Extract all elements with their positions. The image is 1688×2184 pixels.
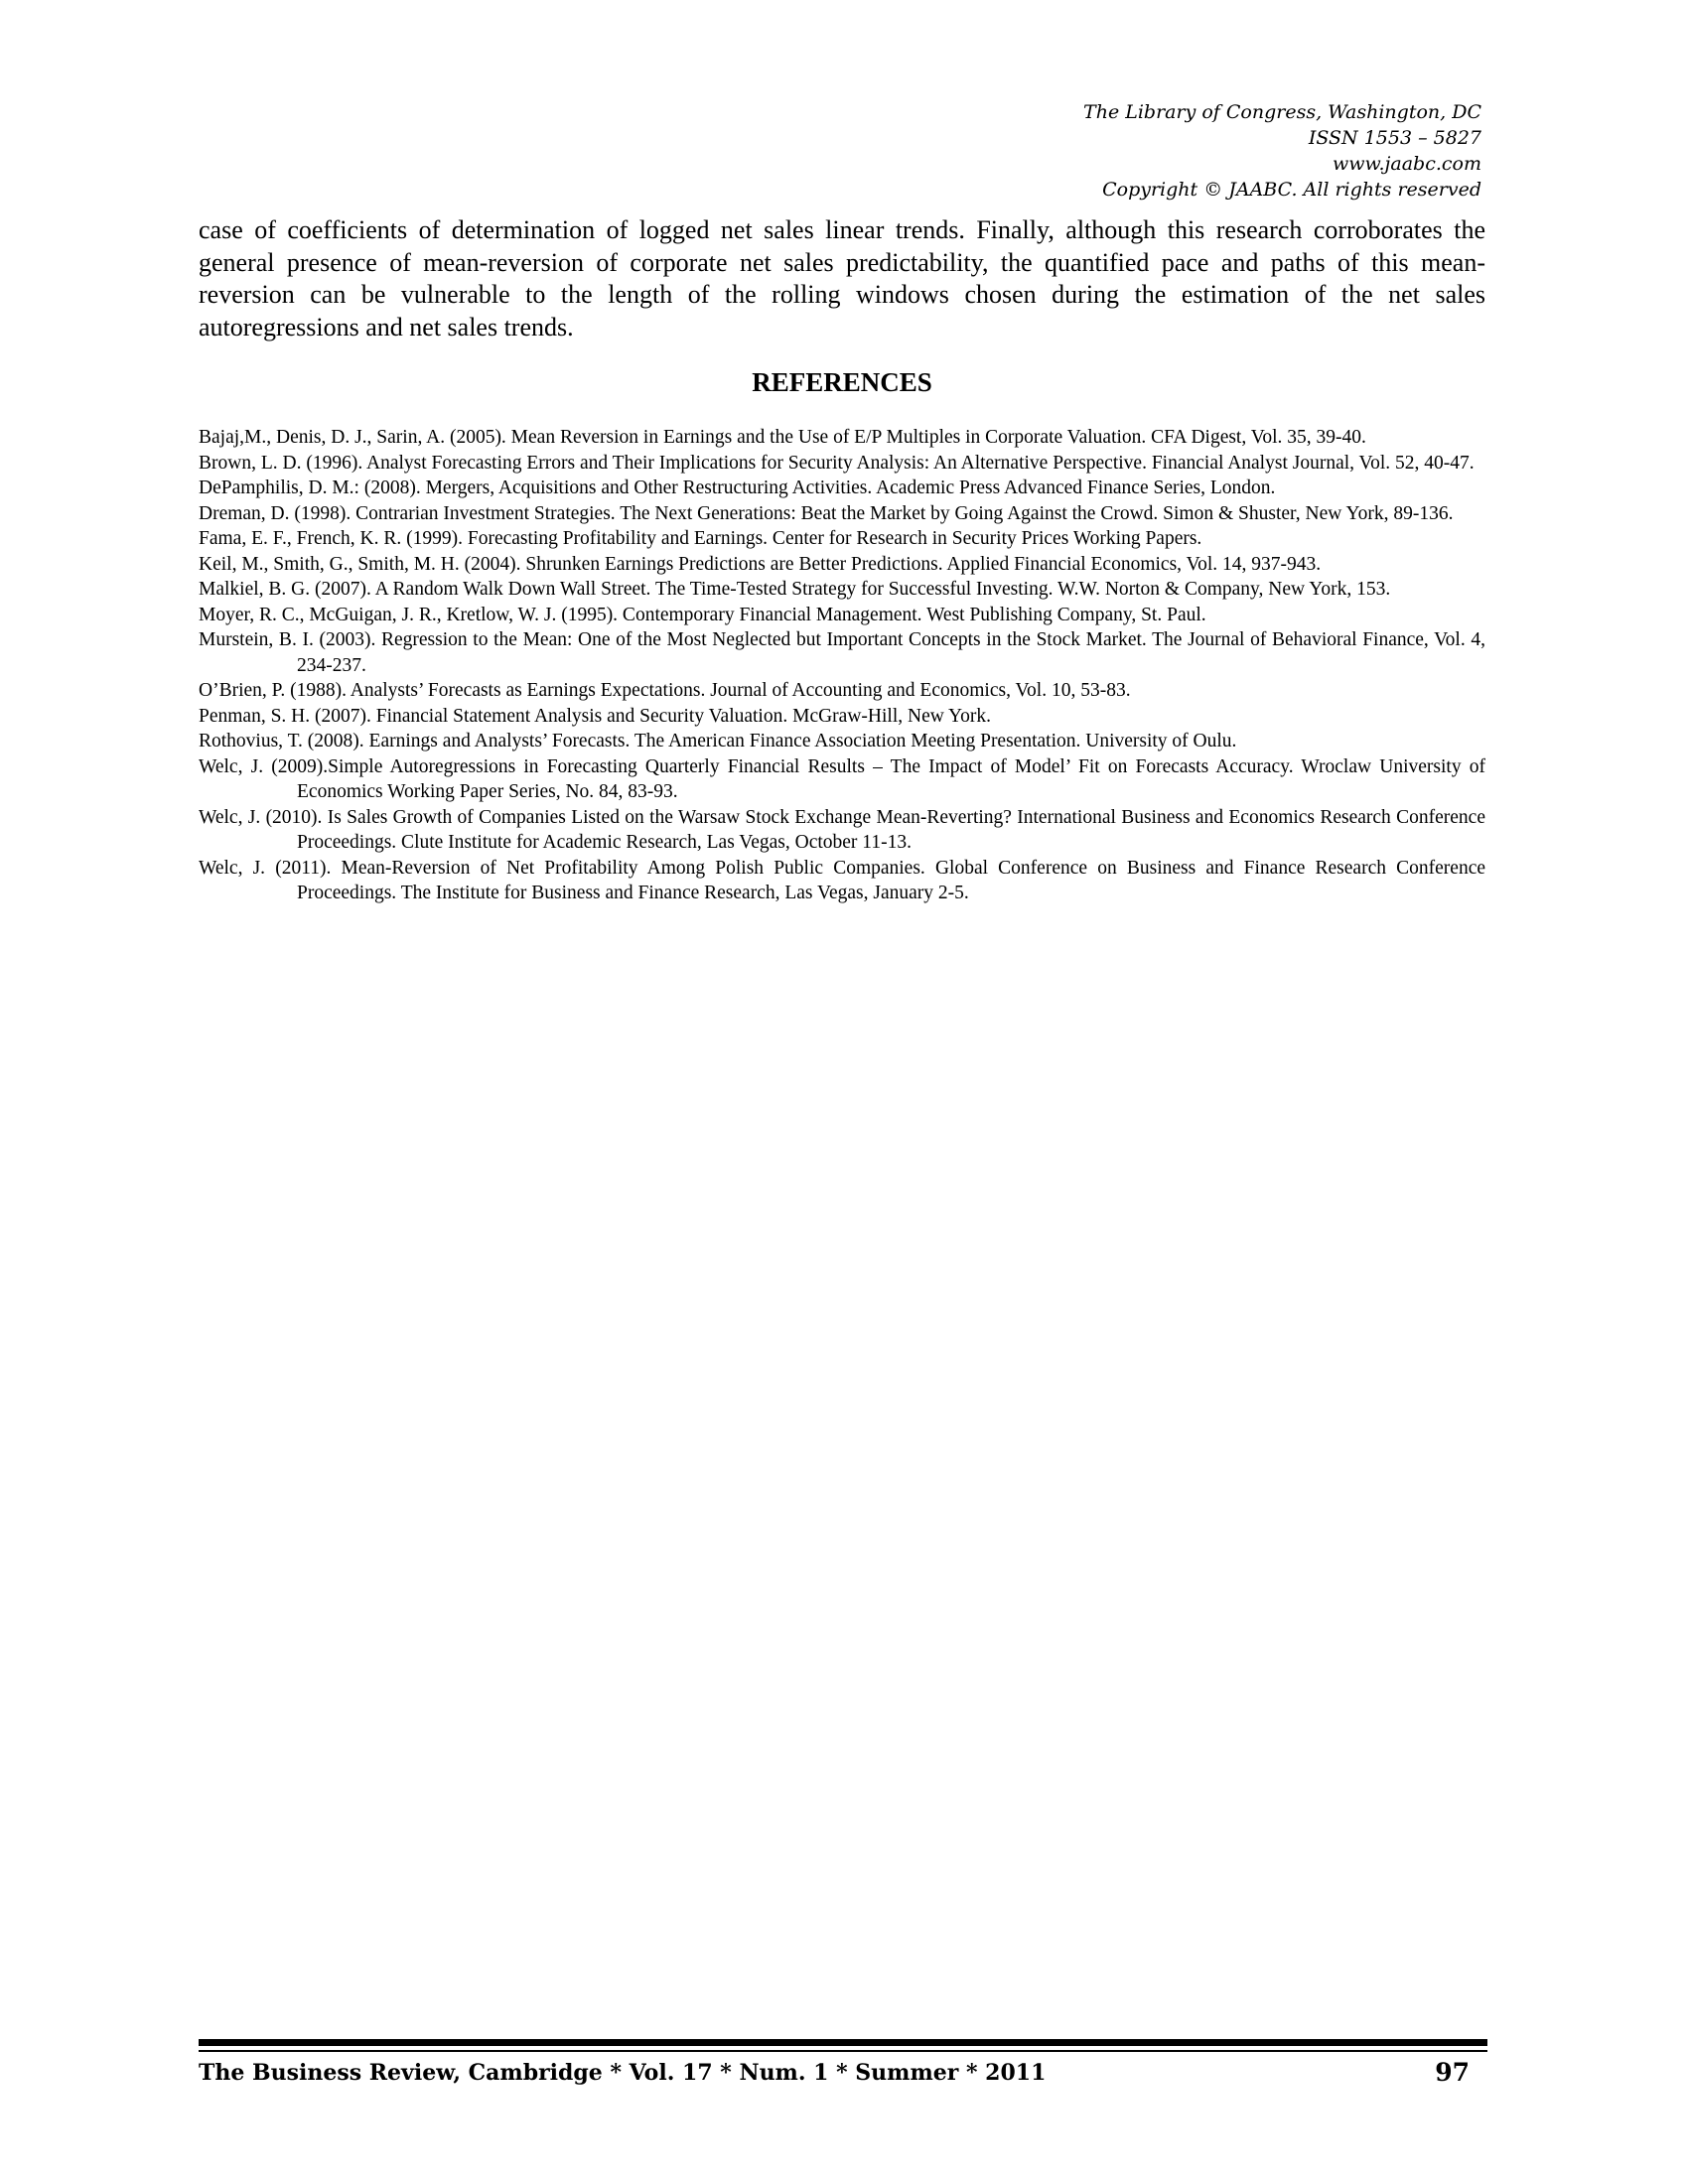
reference-item: Welc, J. (2010). Is Sales Growth of Companies Listed on the Warsaw Stock Exchange Mean-Reverting? International Business and Economics Research Conference Proceedings. Clute Institute for Academic Research, Las Vegas, October 11-13.	[199, 806, 1485, 853]
reference-item: O’Brien, P. (1988). Analysts’ Forecasts as Earnings Expectations. Journal of Accounting and Economics, Vol. 10, 53-83.	[199, 680, 1131, 701]
reference-item: DePamphilis, D. M.: (2008). Mergers, Acquisitions and Other Restructuring Activities. Academic Press Advanced Finance Series, London.	[199, 478, 1276, 498]
body-paragraph: case of coefficients of determination of logged net sales linear trends. Finally, although this research corroborates the general presence of mean-reversion of corporate net sales predictability, the quantified pace and paths of this mean-reversion can be vulnerable to the length of the rolling windows chosen during the estimation of the net sales autoregressions and net sales trends.	[199, 215, 1485, 341]
reference-item: Fama, E. F., French, K. R. (1999). Forecasting Profitability and Earnings. Center for Research in Security Prices Working Papers.	[199, 528, 1202, 549]
reference-item: Dreman, D. (1998). Contrarian Investment Strategies. The Next Generations: Beat the Market by Going Against the Crowd. Simon & Shuster, New York, 89-136.	[199, 502, 1454, 524]
reference-item: Rothovius, T. (2008). Earnings and Analysts’ Forecasts. The American Finance Association Meeting Presentation. University of Oulu.	[199, 731, 1237, 751]
footer-journal-title: The Business Review, Cambridge * Vol. 17 * Num. 1 * Summer * 2011	[199, 2060, 1047, 2086]
footer-rule-thick	[199, 2039, 1487, 2046]
references-list	[199, 425, 1485, 906]
header-library: The Library of Congress, Washington, DC	[1083, 101, 1481, 123]
reference-item: Murstein, B. I. (2003). Regression to the Mean: One of the Most Neglected but Important Concepts in the Stock Market. The Journal of Behavioral Finance, Vol. 4, 234-237.	[199, 629, 1485, 676]
reference-item: Welc, J. (2009).Simple Autoregressions in Forecasting Quarterly Financial Results – The Impact of Model’ Fit on Forecasts Accuracy. Wroclaw University of Economics Working Paper Series, No. 84, 83-93.	[199, 755, 1485, 802]
header-copyright: Copyright © JAABC. All rights reserved	[1102, 179, 1481, 201]
reference-item: Moyer, R. C., McGuigan, J. R., Kretlow, W. J. (1995). Contemporary Financial Management. West Publishing Company, St. Paul.	[199, 604, 1206, 625]
reference-item: Malkiel, B. G. (2007). A Random Walk Down Wall Street. The Time-Tested Strategy for Successful Investing. W.W. Norton & Company, New York, 153.	[199, 579, 1391, 600]
references-heading: REFERENCES	[752, 367, 932, 397]
footer-page-number: 97	[1435, 2058, 1470, 2087]
running-header	[886, 99, 1481, 203]
header-issn: ISSN 1553 – 5827	[1308, 127, 1481, 149]
reference-item: Welc, J. (2011). Mean-Reversion of Net Profitability Among Polish Public Companies. Global Conference on Business and Finance Research Conference Proceedings. The Institute for Business and Finance Research, Las Vegas, January 2-5.	[199, 857, 1485, 903]
reference-item: Keil, M., Smith, G., Smith, M. H. (2004). Shrunken Earnings Predictions are Better Predictions. Applied Financial Economics, Vol. 14, 937-943.	[199, 553, 1322, 575]
footer-rule-thin	[199, 2050, 1487, 2052]
reference-item: Bajaj,M., Denis, D. J., Sarin, A. (2005). Mean Reversion in Earnings and the Use of E/P Multiples in Corporate Valuation. CFA Digest, Vol. 35, 39-40.	[199, 427, 1366, 448]
header-website: www.jaabc.com	[1332, 153, 1481, 175]
reference-item: Penman, S. H. (2007). Financial Statement Analysis and Security Valuation. McGraw-Hill, New York.	[199, 705, 991, 727]
reference-item: Brown, L. D. (1996). Analyst Forecasting Errors and Their Implications for Security Analysis: An Alternative Perspective. Financial Analyst Journal, Vol. 52, 40-47.	[199, 452, 1475, 474]
